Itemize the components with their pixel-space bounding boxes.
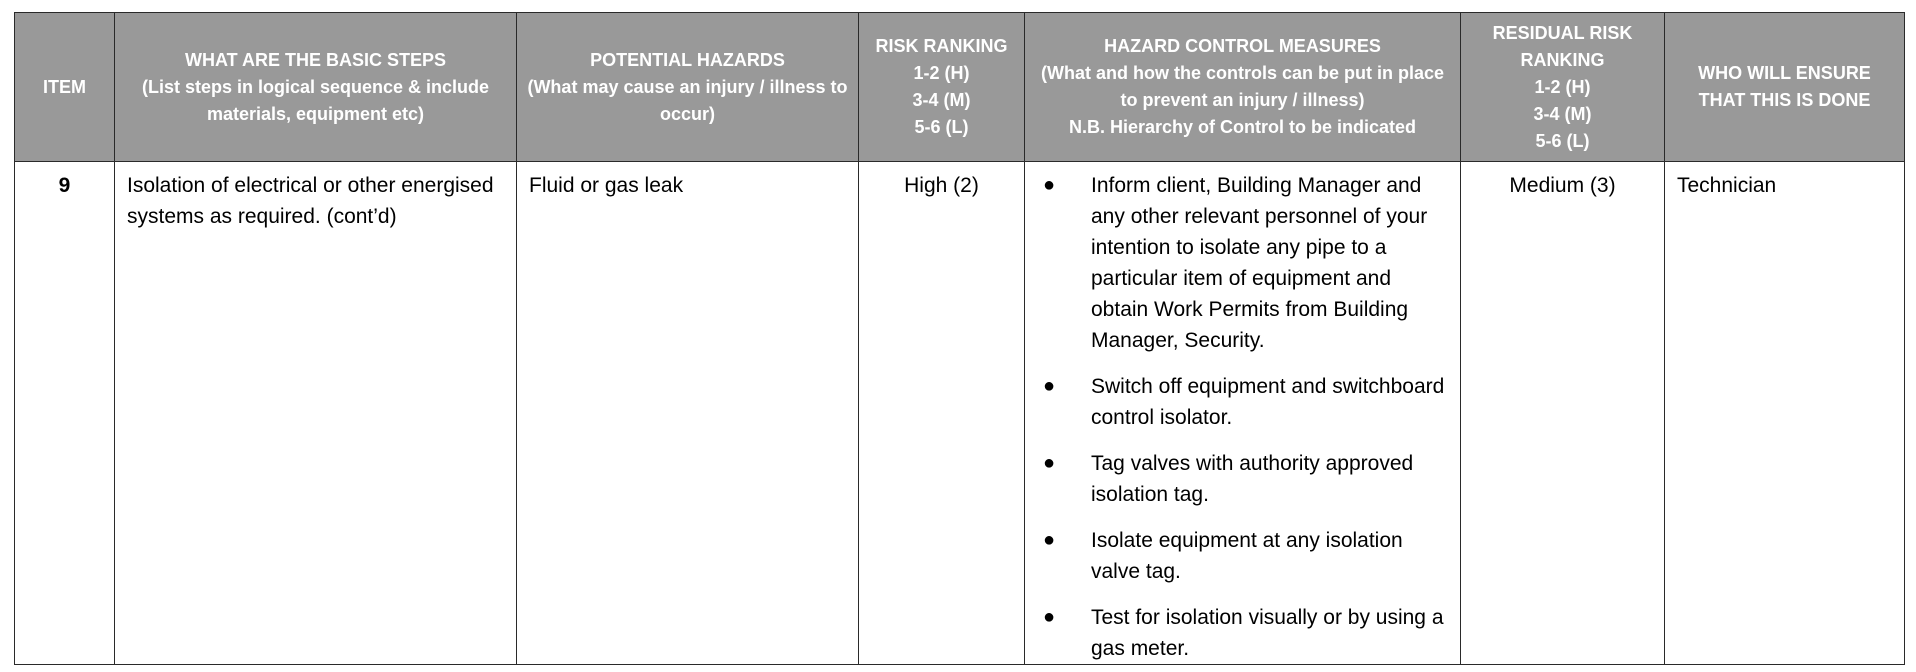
item-number: 9 xyxy=(15,162,115,665)
bullet-icon: ● xyxy=(1043,174,1056,196)
header-risk-ranking: RISK RANKING 1-2 (H) 3-4 (M) 5-6 (L) xyxy=(859,13,1025,162)
header-residual-risk-ranking: RESIDUAL RISK RANKING 1-2 (H) 3-4 (M) 5-6 (L) xyxy=(1461,13,1665,162)
risk-assessment-table xyxy=(14,12,1905,665)
header-hazard-control-measures: HAZARD CONTROL MEASURES (What and how the controls can be put in place to prevent an injury / illness) N.B. Hierarchy of Control to be indicated xyxy=(1025,13,1461,162)
control-measures-cell xyxy=(1025,162,1461,665)
header-row xyxy=(15,13,1905,162)
header-potential-hazards: POTENTIAL HAZARDS (What may cause an injury / illness to occur) xyxy=(517,13,859,162)
list-item: ● Inform client, Building Manager and any other relevant personnel of your intention to isolate any pipe to a particular item of equipment and obtain Work Permits from Building Manager, Security. xyxy=(1037,170,1448,356)
risk-ranking-cell: High (2) xyxy=(859,162,1025,665)
list-item: ● Test for isolation visually or by using a gas meter. xyxy=(1037,602,1448,664)
risk-assessment-sheet xyxy=(14,12,1905,665)
header-item: ITEM xyxy=(15,13,115,162)
bullet-icon: ● xyxy=(1043,606,1056,628)
responsible-person-cell: Technician xyxy=(1665,162,1905,665)
bullet-icon: ● xyxy=(1043,375,1056,397)
header-basic-steps: WHAT ARE THE BASIC STEPS (List steps in logical sequence & include materials, equipment etc) xyxy=(115,13,517,162)
table-row xyxy=(15,162,1905,665)
header-who-will-ensure: WHO WILL ENSURE THAT THIS IS DONE xyxy=(1665,13,1905,162)
bullet-icon: ● xyxy=(1043,452,1056,474)
basic-step-cell: Isolation of electrical or other energised systems as required. (cont’d) xyxy=(115,162,517,665)
residual-risk-cell: Medium (3) xyxy=(1461,162,1665,665)
list-item: ● Tag valves with authority approved isolation tag. xyxy=(1037,448,1448,510)
control-measures-list xyxy=(1037,170,1448,664)
list-item: ● Isolate equipment at any isolation valve tag. xyxy=(1037,525,1448,587)
bullet-icon: ● xyxy=(1043,529,1056,551)
potential-hazard-cell: Fluid or gas leak xyxy=(517,162,859,665)
list-item: ● Switch off equipment and switchboard control isolator. xyxy=(1037,371,1448,433)
